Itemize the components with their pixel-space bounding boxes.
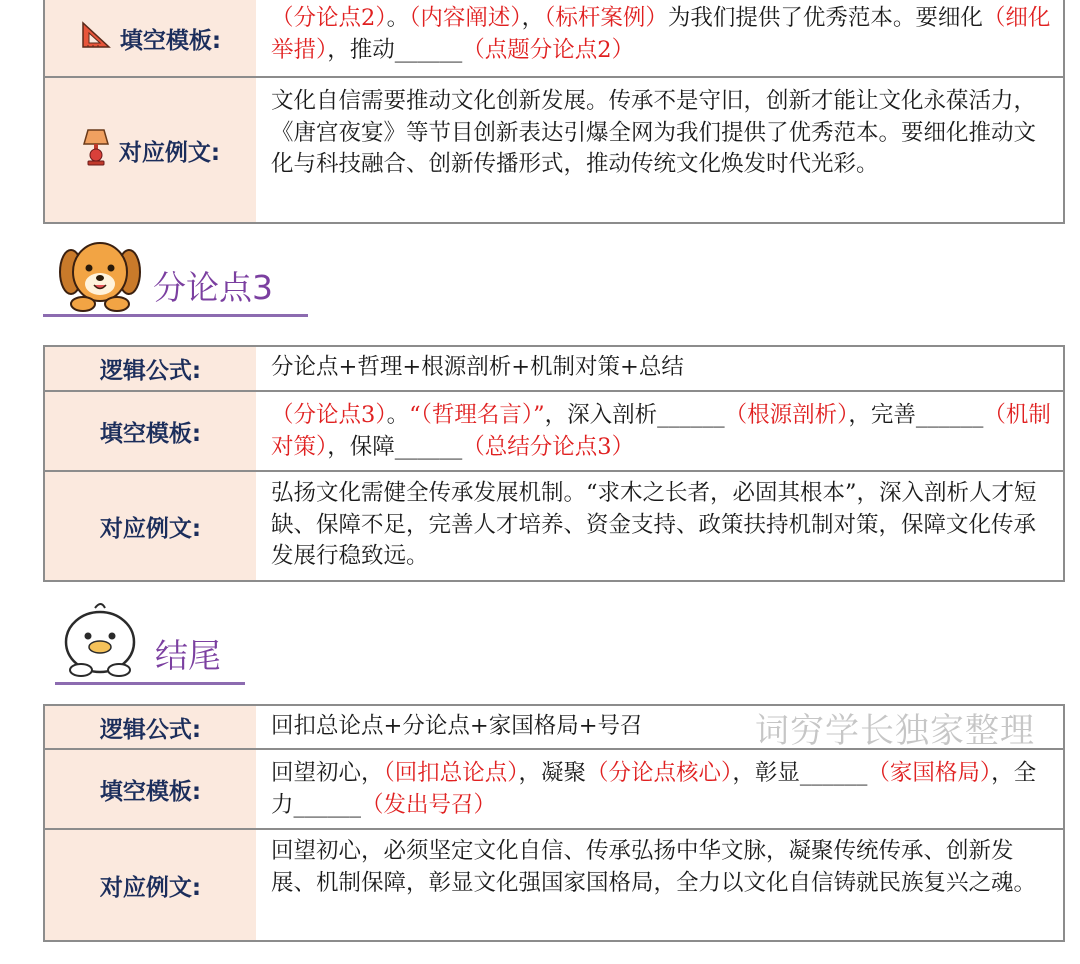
- example-text: 回望初心，必须坚定文化自信、传承弘扬中华文脉，凝聚传统传承、创新发展、机制保障，彰显文化强国家国格局，全力以文化自信铸就民族复兴之魂。: [271, 838, 1037, 896]
- template-text: [256, 392, 1063, 470]
- template-placeholder: （家国格局）: [867, 760, 992, 786]
- section3-underline: [43, 314, 308, 317]
- template-row: [45, 750, 1063, 830]
- example-row: [45, 78, 1063, 222]
- template-fixed-text: ，彰显______: [732, 760, 868, 786]
- section3-header: [43, 230, 313, 322]
- template-fixed-text: 。: [386, 402, 410, 428]
- example-row: [45, 830, 1063, 940]
- template-fixed-text: ，: [521, 5, 545, 31]
- section4-header: [43, 598, 263, 690]
- template-label: 填空模板:: [45, 750, 256, 828]
- template-text: [256, 750, 1063, 828]
- template-placeholder: （点题分论点2）: [462, 36, 635, 63]
- formula-label: 逻辑公式:: [45, 347, 256, 390]
- template-fixed-text: ，凝聚: [518, 760, 587, 786]
- template-placeholder: （分论点3）: [271, 402, 387, 428]
- example-label: 对应例文:: [45, 830, 256, 940]
- template-fixed-text: ，完善______: [848, 402, 984, 428]
- example-text: 弘扬文化需健全传承发展机制。“求木之长者，必固其根本”，深入剖析人才短缺、保障不足，完善人才培养、资金支持、政策扶持机制对策，保障文化传承发展行稳致远。: [271, 480, 1037, 569]
- template-fixed-text: ，全力______: [271, 760, 1037, 818]
- template-placeholder: （机制对策）: [271, 402, 1051, 460]
- section2-table: [43, 0, 1065, 224]
- template-placeholder: （分论点2）: [271, 5, 387, 31]
- example-text: 文化自信需要推动文化创新发展。传承不是守旧，创新才能让文化永葆活力，《唐宫夜宴》等节目创新表达引爆全网为我们提供了优秀范本。要细化推动文化与科技融合、创新传播形式，推动传统文化焕发时代光彩。: [271, 88, 1037, 177]
- example-label: 对应例文:: [118, 139, 221, 166]
- puppy-icon: [57, 236, 143, 318]
- example-row: [45, 472, 1063, 580]
- section4-title: 结尾: [155, 636, 221, 675]
- template-fixed-text: ，保障______: [327, 433, 463, 460]
- section3-table: [43, 345, 1065, 582]
- duck-icon: [57, 600, 143, 684]
- template-fixed-text: 回望初心，: [271, 760, 384, 786]
- section3-title: 分论点3: [153, 268, 273, 307]
- template-placeholder: “（哲理名言）”: [409, 402, 545, 428]
- set-square-icon: [80, 20, 112, 56]
- template-label: 填空模板:: [119, 27, 222, 54]
- template-label: 填空模板:: [45, 392, 256, 470]
- template-placeholder: （发出号召）: [361, 791, 497, 818]
- template-placeholder: （总结分论点3）: [462, 433, 635, 460]
- formula-row: [45, 347, 1063, 392]
- template-placeholder: （标杆案例）: [544, 5, 668, 31]
- template-row: [45, 0, 1063, 78]
- example-label: 对应例文:: [45, 472, 256, 580]
- template-placeholder: （分论点核心）: [586, 760, 733, 786]
- template-row: [45, 392, 1063, 472]
- template-fixed-text: 。: [386, 5, 410, 31]
- formula-text: 分论点+哲理+根源剖析+机制对策+总结: [271, 354, 684, 381]
- template-placeholder: （细化举措）: [271, 5, 1051, 63]
- formula-text: 回扣总论点+分论点+家国格局+号召: [271, 712, 643, 739]
- template-text: [256, 0, 1063, 76]
- template-placeholder: （内容阐述）: [409, 5, 522, 31]
- template-fixed-text: 为我们提供了优秀范本。要细化: [667, 5, 983, 31]
- template-fixed-text: ，推动______: [327, 36, 463, 63]
- template-fixed-text: ，深入剖析______: [544, 402, 725, 428]
- example-label-cell: [45, 78, 256, 222]
- template-label-cell: [45, 0, 256, 76]
- formula-label: 逻辑公式:: [45, 706, 256, 748]
- watermark: 词穷学长独家整理: [755, 711, 1035, 751]
- section4-underline: [55, 682, 245, 685]
- template-placeholder: （根源剖析）: [724, 402, 849, 428]
- template-placeholder: （回扣总论点）: [383, 760, 519, 786]
- table-lamp-icon: [81, 127, 111, 173]
